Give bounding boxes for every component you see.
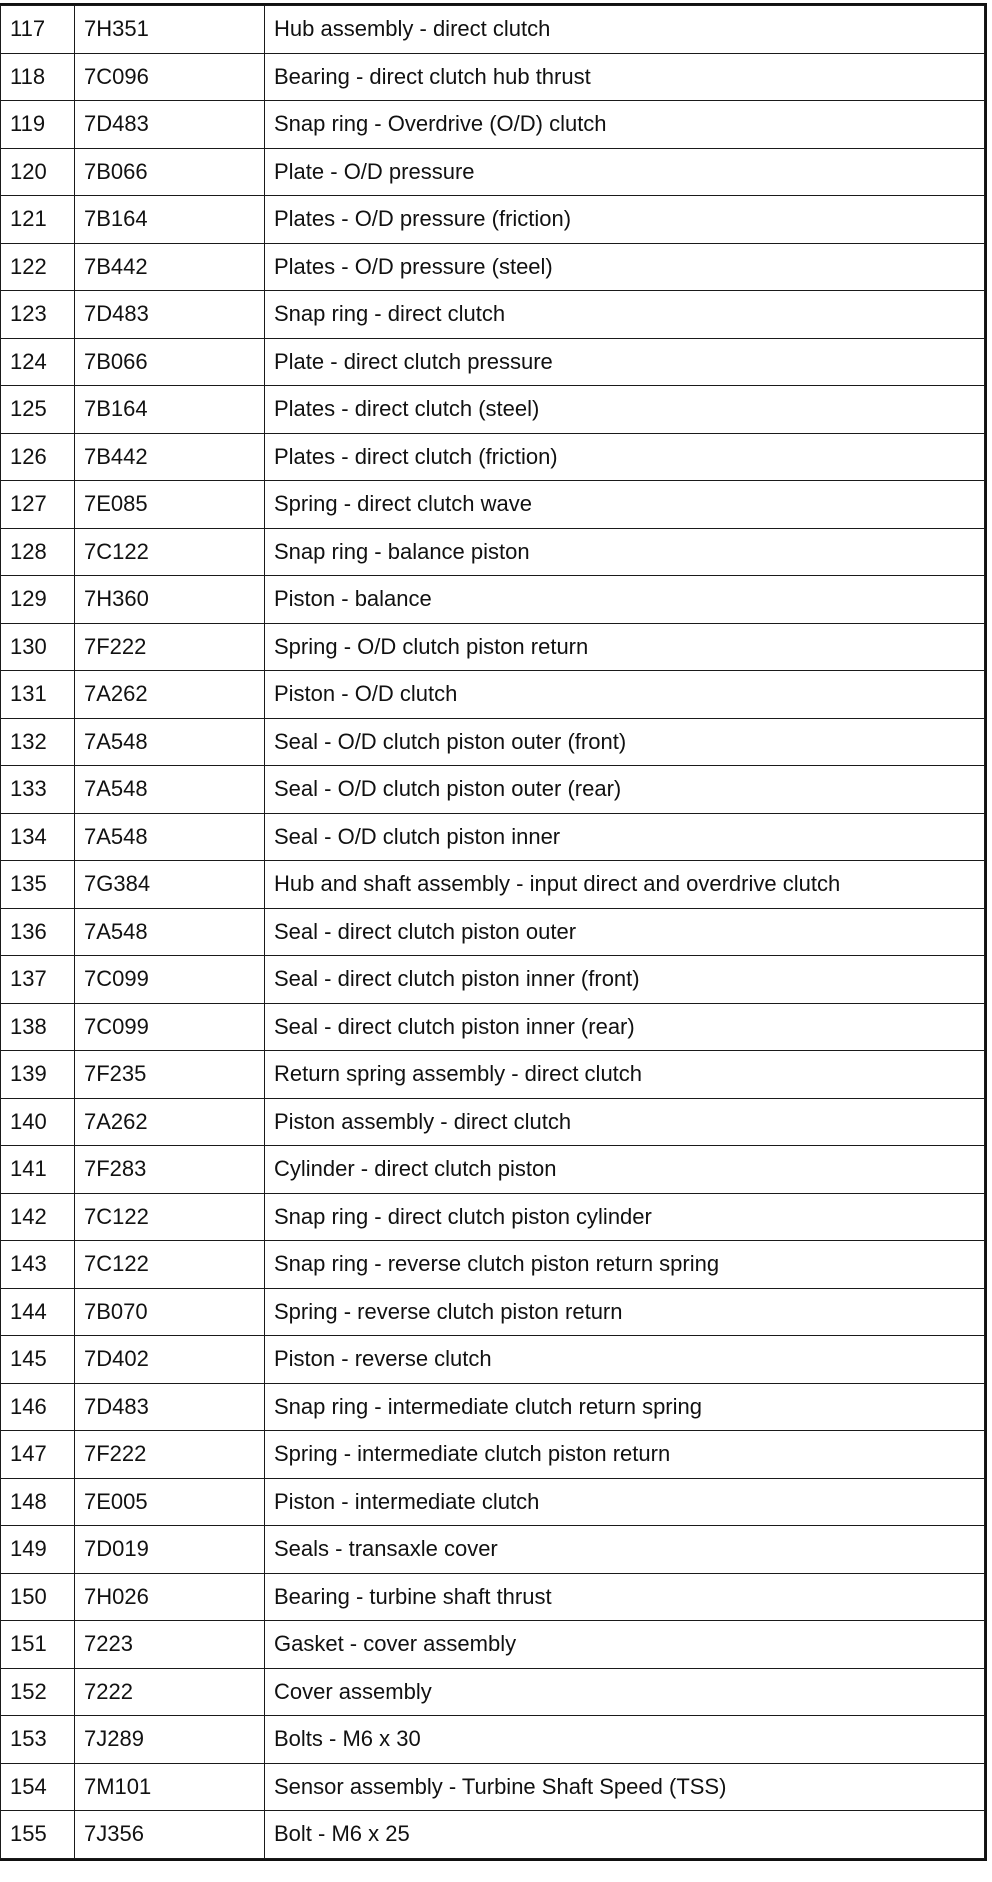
description-cell: Seal - O/D clutch piston inner [265,813,985,861]
description-cell: Piston - O/D clutch [265,671,985,719]
part-number-cell: 7D483 [75,291,265,339]
table-row [1,1336,985,1384]
part-number-cell: 7F235 [75,1051,265,1099]
description-cell: Cover assembly [265,1668,985,1716]
table-row [1,1478,985,1526]
description-cell: Piston - reverse clutch [265,1336,985,1384]
part-number-cell: 7F283 [75,1146,265,1194]
item-number-cell: 147 [1,1431,75,1479]
part-number-cell: 7A262 [75,1098,265,1146]
table-row [1,1716,985,1764]
description-cell: Snap ring - balance piston [265,528,985,576]
part-number-cell: 7A548 [75,813,265,861]
item-number-cell: 118 [1,53,75,101]
item-number-cell: 117 [1,6,75,54]
table-row [1,1431,985,1479]
table-row [1,338,985,386]
item-number-cell: 135 [1,861,75,909]
description-cell: Snap ring - intermediate clutch return spring [265,1383,985,1431]
table-row [1,908,985,956]
description-cell: Gasket - cover assembly [265,1621,985,1669]
description-cell: Bearing - turbine shaft thrust [265,1573,985,1621]
description-cell: Piston - intermediate clutch [265,1478,985,1526]
item-number-cell: 153 [1,1716,75,1764]
item-number-cell: 125 [1,386,75,434]
item-number-cell: 148 [1,1478,75,1526]
item-number-cell: 152 [1,1668,75,1716]
part-number-cell: 7E085 [75,481,265,529]
part-number-cell: 7A548 [75,908,265,956]
item-number-cell: 150 [1,1573,75,1621]
description-cell: Piston - balance [265,576,985,624]
table-row [1,1098,985,1146]
description-cell: Spring - reverse clutch piston return [265,1288,985,1336]
description-cell: Piston assembly - direct clutch [265,1098,985,1146]
part-number-cell: 7B164 [75,386,265,434]
part-number-cell: 7J356 [75,1811,265,1859]
description-cell: Snap ring - direct clutch [265,291,985,339]
part-number-cell: 7H026 [75,1573,265,1621]
table-row [1,956,985,1004]
table-row [1,528,985,576]
part-number-cell: 7F222 [75,623,265,671]
part-number-cell: 7A548 [75,718,265,766]
item-number-cell: 155 [1,1811,75,1859]
table-row [1,386,985,434]
description-cell: Spring - O/D clutch piston return [265,623,985,671]
description-cell: Seal - direct clutch piston outer [265,908,985,956]
table-row [1,576,985,624]
item-number-cell: 143 [1,1241,75,1289]
item-number-cell: 131 [1,671,75,719]
part-number-cell: 7C122 [75,1193,265,1241]
part-number-cell: 7B164 [75,196,265,244]
item-number-cell: 129 [1,576,75,624]
item-number-cell: 123 [1,291,75,339]
table-row [1,148,985,196]
item-number-cell: 127 [1,481,75,529]
part-number-cell: 7M101 [75,1763,265,1811]
item-number-cell: 126 [1,433,75,481]
item-number-cell: 142 [1,1193,75,1241]
part-number-cell: 7D019 [75,1526,265,1574]
table-row [1,53,985,101]
table-row [1,1288,985,1336]
part-number-cell: 7C122 [75,528,265,576]
table-row [1,433,985,481]
parts-table [0,5,985,1859]
table-row [1,718,985,766]
table-row [1,1763,985,1811]
table-row [1,196,985,244]
description-cell: Bolts - M6 x 30 [265,1716,985,1764]
description-cell: Plates - O/D pressure (friction) [265,196,985,244]
description-cell: Seal - O/D clutch piston outer (front) [265,718,985,766]
table-row [1,813,985,861]
description-cell: Seals - transaxle cover [265,1526,985,1574]
part-number-cell: 7E005 [75,1478,265,1526]
part-number-cell: 7D402 [75,1336,265,1384]
item-number-cell: 132 [1,718,75,766]
item-number-cell: 136 [1,908,75,956]
description-cell: Snap ring - reverse clutch piston return spring [265,1241,985,1289]
item-number-cell: 151 [1,1621,75,1669]
item-number-cell: 120 [1,148,75,196]
item-number-cell: 154 [1,1763,75,1811]
table-row [1,6,985,54]
item-number-cell: 122 [1,243,75,291]
part-number-cell: 7A262 [75,671,265,719]
description-cell: Seal - direct clutch piston inner (front) [265,956,985,1004]
table-row [1,766,985,814]
description-cell: Plates - direct clutch (friction) [265,433,985,481]
table-row [1,291,985,339]
description-cell: Spring - direct clutch wave [265,481,985,529]
description-cell: Plate - direct clutch pressure [265,338,985,386]
part-number-cell: 7J289 [75,1716,265,1764]
part-number-cell: 7C099 [75,1003,265,1051]
part-number-cell: 7222 [75,1668,265,1716]
part-number-cell: 7C099 [75,956,265,1004]
description-cell: Seal - direct clutch piston inner (rear) [265,1003,985,1051]
item-number-cell: 134 [1,813,75,861]
item-number-cell: 146 [1,1383,75,1431]
table-row [1,671,985,719]
table-row [1,1573,985,1621]
description-cell: Sensor assembly - Turbine Shaft Speed (TSS) [265,1763,985,1811]
part-number-cell: 7G384 [75,861,265,909]
item-number-cell: 141 [1,1146,75,1194]
description-cell: Plates - O/D pressure (steel) [265,243,985,291]
part-number-cell: 7B442 [75,433,265,481]
description-cell: Seal - O/D clutch piston outer (rear) [265,766,985,814]
table-row [1,1051,985,1099]
description-cell: Bolt - M6 x 25 [265,1811,985,1859]
table-row [1,1193,985,1241]
description-cell: Bearing - direct clutch hub thrust [265,53,985,101]
table-row [1,1146,985,1194]
table-row [1,1241,985,1289]
description-cell: Return spring assembly - direct clutch [265,1051,985,1099]
item-number-cell: 133 [1,766,75,814]
item-number-cell: 119 [1,101,75,149]
table-row [1,1668,985,1716]
item-number-cell: 137 [1,956,75,1004]
part-number-cell: 7H351 [75,6,265,54]
part-number-cell: 7B442 [75,243,265,291]
table-row [1,101,985,149]
part-number-cell: 7B066 [75,148,265,196]
part-number-cell: 7H360 [75,576,265,624]
item-number-cell: 140 [1,1098,75,1146]
table-row [1,1383,985,1431]
part-number-cell: 7C096 [75,53,265,101]
parts-table-body [1,6,985,1859]
part-number-cell: 7B070 [75,1288,265,1336]
part-number-cell: 7D483 [75,1383,265,1431]
part-number-cell: 7B066 [75,338,265,386]
item-number-cell: 124 [1,338,75,386]
description-cell: Hub and shaft assembly - input direct and overdrive clutch [265,861,985,909]
table-row [1,623,985,671]
table-row [1,1811,985,1859]
part-number-cell: 7C122 [75,1241,265,1289]
part-number-cell: 7F222 [75,1431,265,1479]
table-row [1,861,985,909]
description-cell: Plate - O/D pressure [265,148,985,196]
part-number-cell: 7A548 [75,766,265,814]
table-row [1,1526,985,1574]
item-number-cell: 121 [1,196,75,244]
description-cell: Snap ring - Overdrive (O/D) clutch [265,101,985,149]
description-cell: Plates - direct clutch (steel) [265,386,985,434]
part-number-cell: 7223 [75,1621,265,1669]
item-number-cell: 145 [1,1336,75,1384]
description-cell: Snap ring - direct clutch piston cylinder [265,1193,985,1241]
item-number-cell: 144 [1,1288,75,1336]
table-row [1,481,985,529]
description-cell: Cylinder - direct clutch piston [265,1146,985,1194]
table-row [1,243,985,291]
item-number-cell: 128 [1,528,75,576]
description-cell: Hub assembly - direct clutch [265,6,985,54]
item-number-cell: 138 [1,1003,75,1051]
table-row [1,1003,985,1051]
table-row [1,1621,985,1669]
part-number-cell: 7D483 [75,101,265,149]
item-number-cell: 130 [1,623,75,671]
description-cell: Spring - intermediate clutch piston return [265,1431,985,1479]
item-number-cell: 139 [1,1051,75,1099]
item-number-cell: 149 [1,1526,75,1574]
